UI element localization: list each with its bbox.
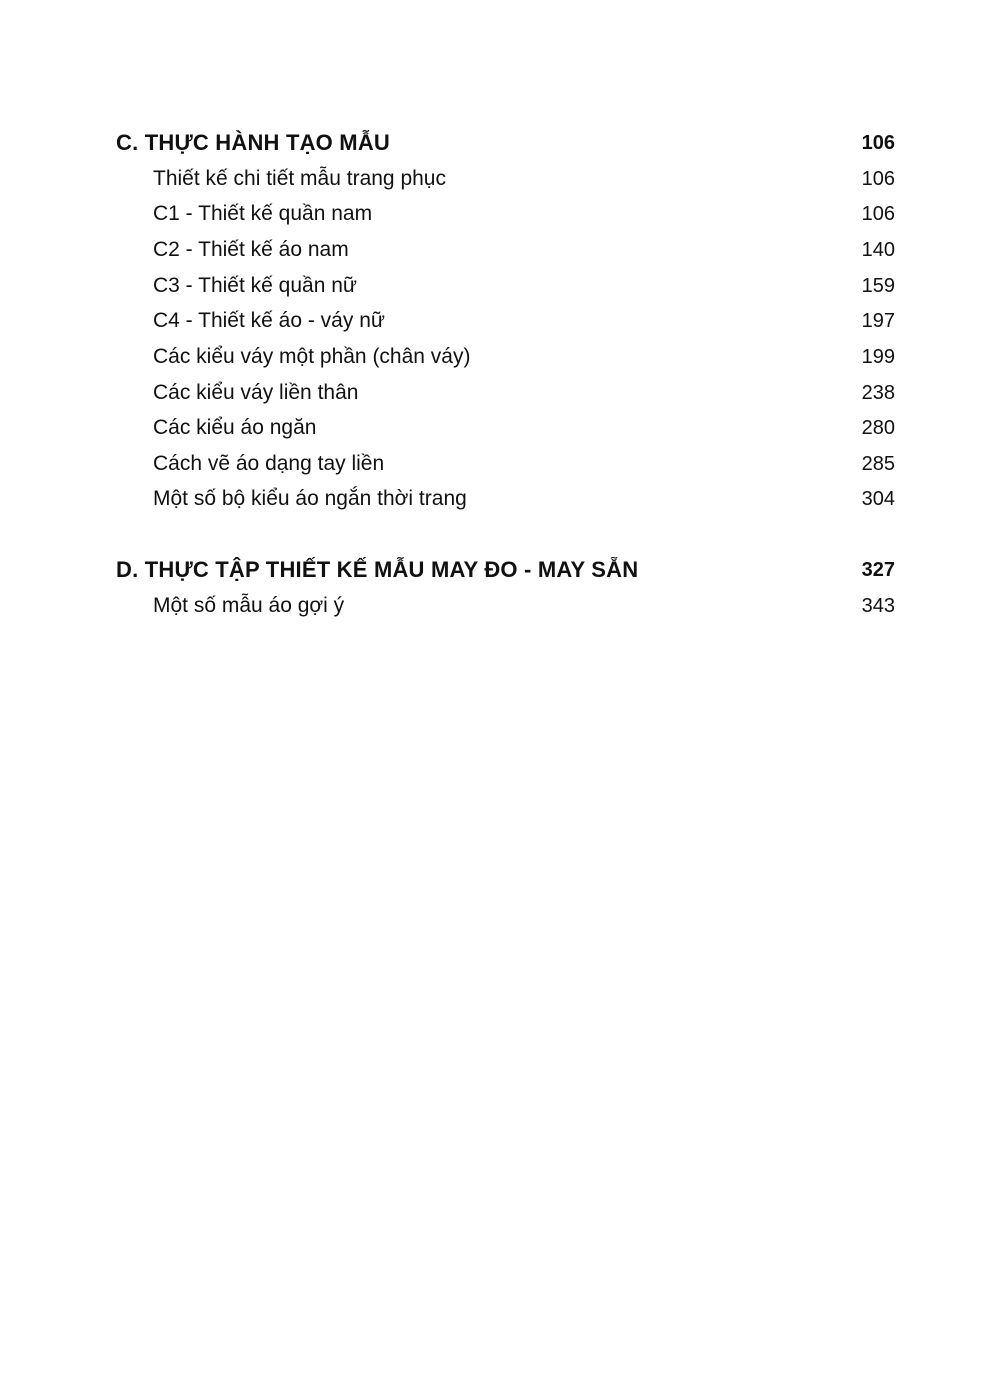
toc-entry [0, 482, 1000, 516]
toc-entry-title: Các kiểu váy liền thân [153, 381, 359, 404]
toc-entry [0, 304, 1000, 338]
toc-entry-title: Thiết kế chi tiết mẫu trang phục [153, 167, 446, 190]
toc-entry [0, 411, 1000, 445]
toc-entry-title: Các kiểu áo ngăn [153, 416, 317, 439]
toc-entry-page: 159 [861, 275, 895, 297]
toc-entry [0, 269, 1000, 303]
toc-entry-page: 106 [861, 203, 895, 225]
toc-heading-page: 327 [861, 559, 895, 581]
toc-entry-title: C3 - Thiết kế quần nữ [153, 274, 357, 297]
toc-entry [0, 197, 1000, 231]
toc-entry-page: 106 [861, 168, 895, 190]
toc-entry [0, 447, 1000, 481]
toc-entry-title: Một số bộ kiểu áo ngắn thời trang [153, 487, 467, 510]
toc-entry-title: C2 - Thiết kế áo nam [153, 238, 349, 261]
toc-heading-title: D. THỰC TẬP THIẾT KẾ MẪU MAY ĐO - MAY SẴN [116, 557, 639, 582]
toc-entry [0, 589, 1000, 623]
toc-entry [0, 233, 1000, 267]
toc-entry-title: Một số mẫu áo gợi ý [153, 594, 345, 617]
toc-heading-c [0, 126, 1000, 160]
toc-entry-page: 343 [861, 595, 895, 617]
toc-heading-d [0, 553, 1000, 587]
toc-heading-page: 106 [861, 132, 895, 154]
toc-entry-page: 304 [861, 488, 895, 510]
toc-entry-page: 285 [861, 453, 895, 475]
toc-heading-title: C. THỰC HÀNH TẠO MẪU [116, 130, 391, 155]
toc-entry [0, 376, 1000, 410]
toc-entry-page: 199 [861, 346, 895, 368]
toc-entry-page: 197 [861, 310, 895, 332]
toc-entry-title: Cách vẽ áo dạng tay liền [153, 452, 385, 475]
toc-entry [0, 162, 1000, 196]
toc-entry-title: C4 - Thiết kế áo - váy nữ [153, 309, 385, 332]
toc-entry-title: Các kiểu váy một phần (chân váy) [153, 345, 471, 368]
toc-entry-page: 140 [861, 239, 895, 261]
toc-entry-page: 238 [861, 382, 895, 404]
toc-entry-page: 280 [861, 417, 895, 439]
toc-entry [0, 340, 1000, 374]
toc-entry-title: C1 - Thiết kế quần nam [153, 202, 373, 225]
